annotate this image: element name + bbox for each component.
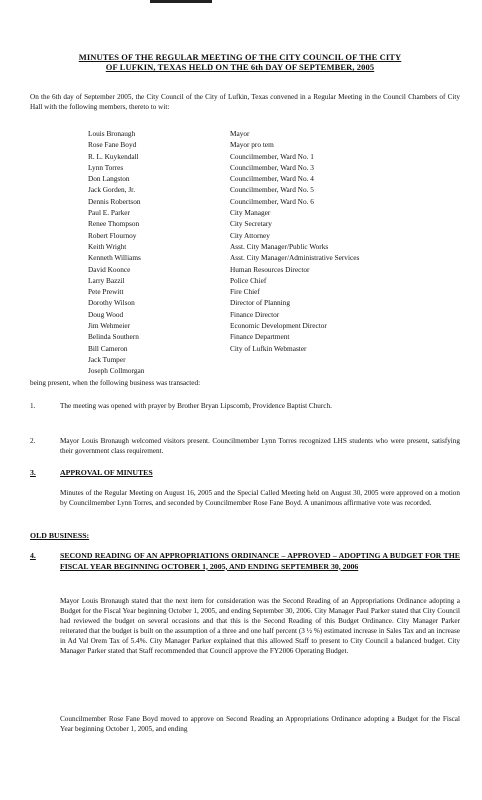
roster-row (88, 128, 428, 139)
roster-row (88, 309, 428, 320)
attendee-title: Director of Planning (230, 298, 290, 308)
attendee-name: Lynn Torres (88, 162, 124, 172)
attendee-title: Police Chief (230, 275, 267, 285)
roster-row (88, 139, 428, 150)
attendee-name: Don Langston (88, 174, 130, 184)
item-heading: APPROVAL OF MINUTES (60, 468, 153, 477)
roster-row (88, 207, 428, 218)
attendee-name: Renee Thompson (88, 219, 140, 229)
title-line-2-text: OF LUFKIN, TEXAS HELD ON THE 6th DAY OF SEPTEMBER, 2005 (105, 62, 375, 72)
being-present-text: being present, when the following business was transacted: (30, 379, 201, 387)
roster-row (88, 252, 428, 263)
attendee-name: Doug Wood (88, 309, 124, 319)
attendee-title: Councilmember, Ward No. 1 (230, 151, 314, 161)
roster-row (88, 162, 428, 173)
item-number: 1. (30, 402, 36, 410)
agenda-item-2 (30, 436, 460, 458)
attendee-name: Jim Wehmeier (88, 321, 131, 331)
item-number: 2. (30, 437, 36, 445)
roster-row (88, 320, 428, 331)
intro-paragraph: On the 6th day of September 2005, the City Council of the City of Lufkin, Texas convened in a Regular Meeting in the Council Chambers of City Hall with the following members, thereto to wit: (30, 93, 460, 112)
attendee-name: Keith Wright (88, 241, 127, 251)
attendee-title: Councilmember, Ward No. 6 (230, 196, 314, 206)
roster-row (88, 196, 428, 207)
roster-row (88, 286, 428, 297)
roster-row (88, 297, 428, 308)
title-line-1: MINUTES OF THE REGULAR MEETING OF THE CITY COUNCIL OF THE CITY (78, 52, 402, 62)
roster-row (88, 241, 428, 252)
attendee-title: Economic Development Director (230, 321, 327, 331)
attendee-title (230, 354, 428, 365)
top-edge-mark (150, 0, 212, 3)
attendee-name: Jack Tumper (88, 354, 126, 364)
item-body: Councilmember Rose Fane Boyd moved to approve on Second Reading an Appropriations Ordinance adopting a Budget for the Fiscal Year beginning October 1, 2005, and ending (60, 715, 460, 733)
roster-row (88, 331, 428, 342)
item-heading: SECOND READING OF AN APPROPRIATIONS ORDINANCE – APPROVED – ADOPTING A BUDGET FOR THE FISCAL YEAR BEGINNING OCTOBER 1, 2005, AND ENDING SEPTEMBER 30, 2006 (60, 551, 460, 571)
item-text: Mayor Louis Bronaugh welcomed visitors present. Councilmember Lynn Torres recognized LHS students who were present, satisfying their government class requirement. (60, 437, 460, 455)
attendee-title: City Secretary (230, 219, 272, 229)
attendee-title: City Manager (230, 208, 271, 218)
old-business-heading: OLD BUSINESS: (30, 531, 90, 540)
agenda-item-4-heading (30, 551, 460, 583)
roster-row (88, 343, 428, 354)
roster-row (88, 275, 428, 286)
agenda-item-4-paragraph-2 (30, 714, 460, 744)
item-text: The meeting was opened with prayer by Brother Bryan Lipscomb, Providence Baptist Church. (60, 402, 332, 410)
attendee-title: Councilmember, Ward No. 3 (230, 162, 314, 172)
roster-row (88, 230, 428, 241)
roster-row (88, 365, 428, 376)
attendee-roster (88, 128, 428, 377)
title-line-2 (30, 62, 450, 73)
attendee-title: Fire Chief (230, 287, 260, 297)
roster-row (88, 151, 428, 162)
roster-row (88, 264, 428, 275)
attendee-name: Larry Bazzil (88, 275, 125, 285)
attendee-title: Asst. City Manager/Administrative Services (230, 253, 360, 263)
attendee-name: Dorothy Wilson (88, 298, 135, 308)
attendee-title: Councilmember, Ward No. 4 (230, 174, 314, 184)
item-number: 3. (30, 468, 36, 477)
attendee-name: Paul E. Parker (88, 208, 130, 218)
attendee-title (230, 365, 428, 376)
agenda-item-1 (30, 401, 460, 423)
attendee-name: Rose Fane Boyd (88, 140, 137, 150)
attendee-title: Finance Department (230, 332, 290, 342)
attendee-name: Jack Gorden, Jr. (88, 185, 136, 195)
attendee-title: Mayor (230, 129, 250, 138)
agenda-item-3-heading (30, 468, 460, 480)
attendee-name: Robert Flournoy (88, 230, 137, 240)
attendee-name: Dennis Robertson (88, 196, 141, 206)
attendee-title: City of Lufkin Webmaster (230, 343, 307, 353)
attendee-title: Mayor pro tem (230, 140, 274, 150)
item-body: Minutes of the Regular Meeting on August 16, 2005 and the Special Called Meeting held on August 30, 2005 were approved on a motion by Councilmember Lynn Torres, and seconded by Councilmember Rose Fane Boyd. A unanimous affirmative vote was recorded. (60, 489, 460, 507)
roster-row (88, 218, 428, 229)
attendee-name: Bill Cameron (88, 343, 128, 353)
roster-row (88, 354, 428, 365)
attendee-name: Louis Bronaugh (88, 129, 136, 138)
attendee-name: R. L. Kuykendall (88, 151, 139, 161)
agenda-item-3-body (30, 488, 460, 520)
item-body: Mayor Louis Bronaugh stated that the next item for consideration was the Second Reading of an Appropriations Ordinance adopting a Budget for the Fiscal Year beginning October 1, 2005, and ending September 30, 2006. City Manager Paul Parker stated that City Council had reviewed the budget on several occasions and that this is the Second Reading of this Budget Ordinance. City Manager Parker reiterated that the budget is built on the assumption of a three and one half percent (3 ½ %) estimated increase in Sales Tax and an increase in Ad Val Orem Tax of 5.4%. City Manager Parker explained that this allowed Staff to present to City Council a balanced budget. City Manager Parker stated that Staff recommended that Council approve the FY2006 Operating Budget. (60, 597, 460, 655)
attendee-name: Belinda Southern (88, 332, 139, 342)
roster-row (88, 184, 428, 195)
attendee-title: Human Resources Director (230, 264, 310, 274)
attendee-title: Asst. City Manager/Public Works (230, 241, 329, 251)
item-number: 4. (30, 551, 36, 560)
attendee-name: Joseph Collmorgan (88, 366, 145, 376)
attendee-name: Kenneth Williams (88, 253, 141, 263)
attendee-name: David Koonce (88, 264, 131, 274)
attendee-name: Pete Prewitt (88, 287, 124, 297)
agenda-item-4-paragraph-1 (30, 596, 460, 696)
roster-row (88, 173, 428, 184)
attendee-title: Councilmember, Ward No. 5 (230, 185, 314, 195)
attendee-title: Finance Director (230, 309, 280, 319)
attendee-title: City Attorney (230, 230, 270, 240)
